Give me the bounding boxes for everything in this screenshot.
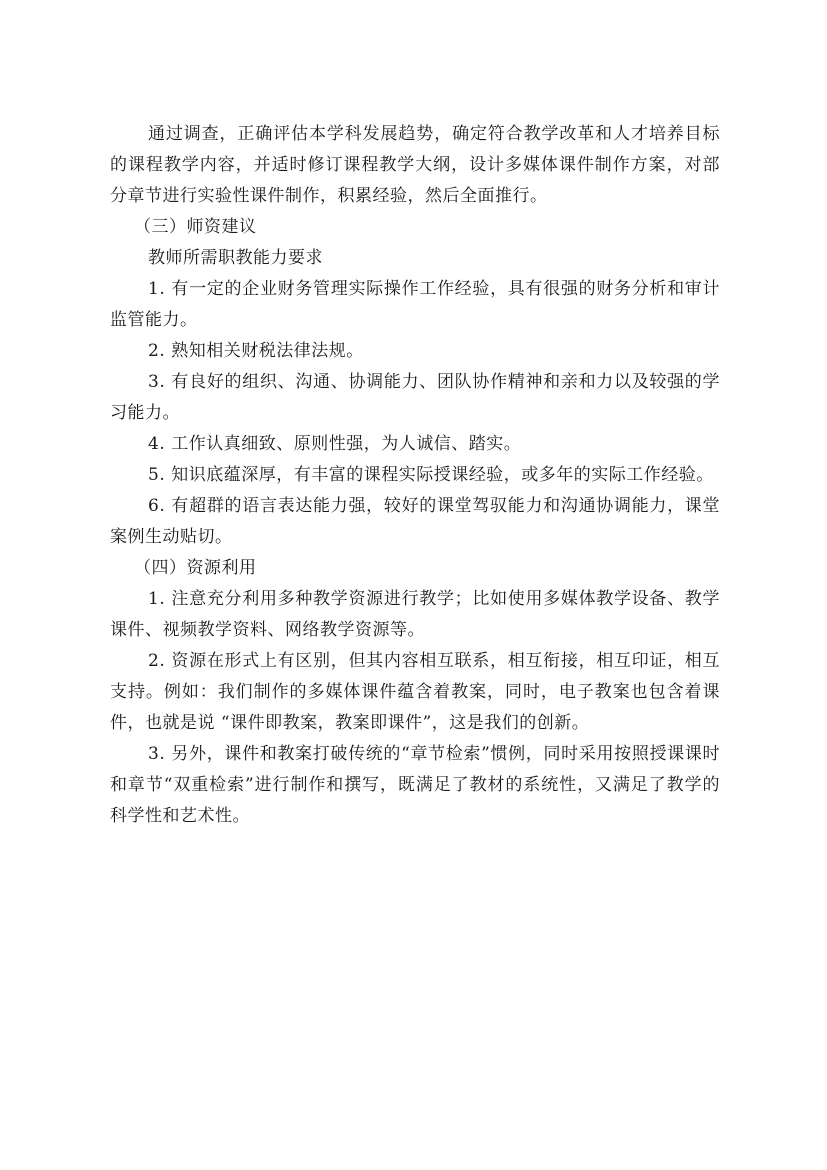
item-text: 熟知相关财税法律法规。 [171,341,364,361]
item-text: 资源在形式上有区别，但其内容相互联系，相互衔接，相互印证，相互支持。例如：我们制作的多媒体课件蕴含着教案，同时，电子教案也包含着课件，也就是说 “课件即教案，教案即课件”，这是我们的创新。 [110,651,720,733]
item-number: 5. [148,465,166,485]
item-number: 3. [148,372,166,392]
item-text: 另外，课件和教案打破传统的“章节检索”惯例，同时采用按照授课课时和章节“双重检索”进行制作和撰写，既满足了教材的系统性，又满足了教学的科学性和艺术性。 [110,744,720,826]
list-item [110,739,720,832]
document-body [110,119,720,832]
item-number: 2. [148,341,166,361]
list-item [110,460,720,491]
intro-paragraph: 通过调查，正确评估本学科发展趋势，确定符合教学改革和人才培养目标的课程教学内容，并适时修订课程教学大纲，设计多媒体课件制作方案，对部分章节进行实验性课件制作，积累经验，然后全面推行。 [110,124,720,206]
list-item [110,367,720,429]
list-item [110,429,720,460]
section-subheading: 教师所需职教能力要求 [148,248,323,268]
list-item [110,274,720,336]
item-number: 3. [148,744,166,764]
item-text: 有一定的企业财务管理实际操作工作经验，具有很强的财务分析和审计监管能力。 [110,279,720,330]
list-item [110,336,720,367]
item-number: 6. [148,496,166,516]
item-text: 知识底蕴深厚，有丰富的课程实际授课经验，或多年的实际工作经验。 [171,465,714,485]
item-text: 注意充分利用多种教学资源进行教学；比如使用多媒体教学设备、教学课件、视频教学资料、网络教学资源等。 [110,589,720,640]
item-text: 有超群的语言表达能力强，较好的课堂驾驭能力和沟通协调能力，课堂案例生动贴切。 [110,496,720,547]
item-number: 4. [148,434,166,454]
section-heading-3: （三）师资建议 [134,217,257,237]
item-number: 2. [148,651,166,671]
list-item [110,584,720,646]
list-item [110,646,720,739]
list-item [110,491,720,553]
item-text: 工作认真细致、原则性强，为人诚信、踏实。 [171,434,522,454]
item-text: 有良好的组织、沟通、协调能力、团队协作精神和亲和力以及较强的学习能力。 [110,372,720,423]
item-number: 1. [148,589,166,609]
section-heading-4: （四）资源利用 [134,558,257,578]
item-number: 1. [148,279,166,299]
